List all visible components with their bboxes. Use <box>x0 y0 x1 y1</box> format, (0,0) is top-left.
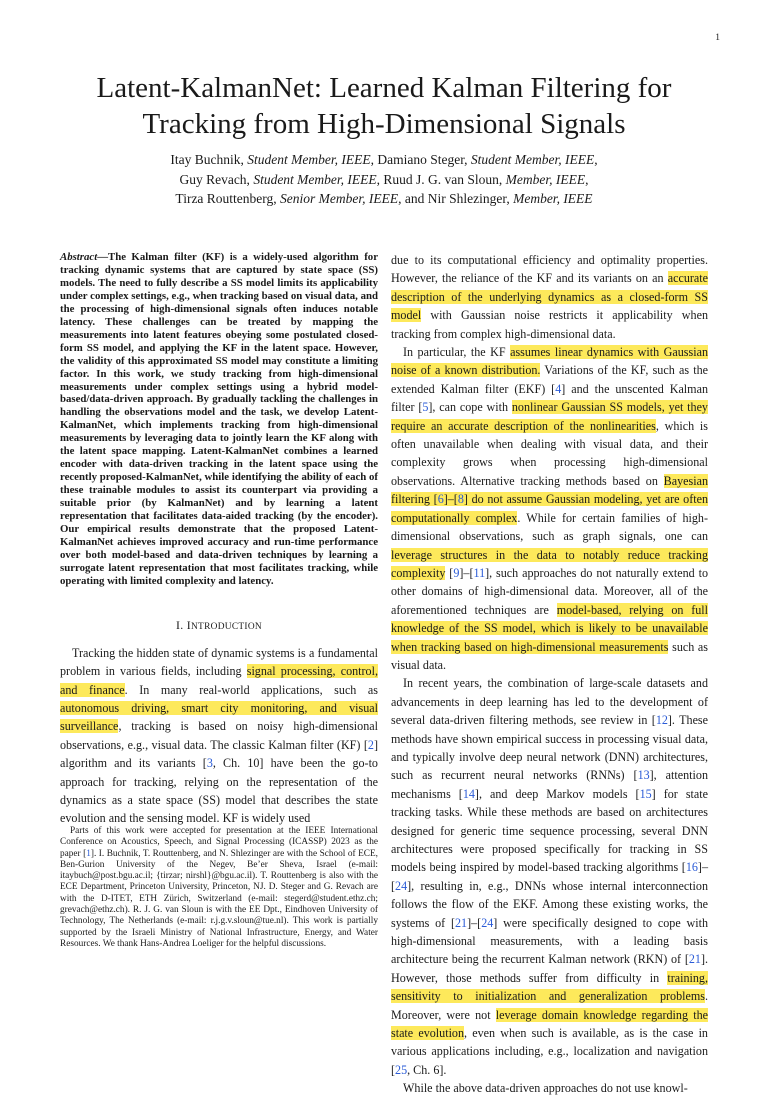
text-run: ], such approaches do not naturally extend to other domains of high-dimensional data. Moreover, all of the aforementioned techniques are <box>391 565 708 617</box>
text-run: . While for certain families of high-dimensional observations, such as graph signals, one can <box>391 510 708 544</box>
citation-link[interactable]: 8 <box>457 492 464 507</box>
text-run: ], can cope with <box>428 400 512 415</box>
text-run: with Gaussian noise restricts it applicability when tracking from complex high-dimensional data. <box>391 308 708 341</box>
text-run: In particular, the KF <box>403 345 511 360</box>
text-run: ]. These methods have shown empirical success in processing visual data, and typically involve deep neural network (DNN) architectures, such as recurrent neural networks (RNNs) [ <box>391 713 709 783</box>
text-run: due to its computational efficiency and optimality properties. However, the reliance of the KF and its variants on an <box>391 253 708 286</box>
text-run: ], resulting in, e.g., DNNs whose internal interconnection follows the flow of the EKF. Among these existing works, the systems of [ <box>391 878 708 930</box>
body-paragraph <box>391 251 708 343</box>
right-column <box>391 251 708 1098</box>
citation-link[interactable]: 3 <box>206 756 213 771</box>
body-paragraph <box>391 1079 708 1097</box>
highlighted-text: model-based, relying on full knowledge of the SS model, which is likely to be unavailable when tracking based on high-dimensional measurements <box>391 602 708 654</box>
text-run: , tracking is based on noisy high-dimensional observations, e.g., visual data. The classic Kalman filter (KF) [ <box>60 719 378 752</box>
citation-link[interactable]: 6 <box>437 492 444 507</box>
title-line: Latent-KalmanNet: Learned Kalman Filtering for <box>96 72 672 104</box>
highlighted-text: ] do not assume Gaussian modeling, yet are often computationally complex <box>391 492 709 525</box>
author-line: Guy Revach, Student Member, IEEE, Ruud J. G. van Sloun, Member, IEEE, <box>179 171 589 187</box>
text-run: , which is often unavailable when dealing with visual data, and their complexity grows when processing high-dimensional observations. Alternative tracking methods based on <box>391 418 708 488</box>
highlighted-text: leverage domain knowledge regarding the state evolution <box>391 1007 708 1041</box>
text-run: In recent years, the combination of large-scale datasets and advancements in deep learning has led to the development of several data-driven filtering methods, see review in [ <box>391 676 708 728</box>
citation-link[interactable]: 12 <box>655 713 668 728</box>
intro-paragraph <box>60 644 378 828</box>
text-run: ]. I. Buchnik, T. Routtenberg, and N. Shlezinger are with the School of ECE, Ben-Gurion University of the Negev, Be’er Sheva, Israel (e-mail: itaybuch@post.bgu.ac.il; {tirzar; nirshl}@bgu.ac.il). T. Routtenberg is also with the ECE Department, Princeton University, Princeton, NJ. D. Steger and G. Revach are with the D-ITET, ETH Zürich, Switzerland (e-mail: stegerd@student.ethz.ch; grevach@ethz.ch). R. J. G. van Sloun is with the EE Dpt., Eindhoven University of Technology, The Netherlands (e-mail: r.j.g.v.sloun@tue.nl). This work is partially supported by the Israeli Ministry of National Infrastructure, Energy, and Water Resources. We thank Hans-Andrea Loeliger for the helpful discussions. <box>60 848 378 949</box>
text-run: ]–[ <box>459 565 474 580</box>
body-paragraph <box>391 674 708 1079</box>
highlighted-text: assumes linear dynamics with Gaussian noise of a known distribution. <box>391 345 708 378</box>
citation-link[interactable]: 21 <box>454 915 468 930</box>
citation-link[interactable]: 4 <box>555 381 562 396</box>
text-run: ] and the unscented Kalman filter [ <box>391 381 708 415</box>
highlighted-text: nonlinear Gaussian SS models, yet they require an accurate description of the nonlinearities <box>391 400 708 433</box>
author-line: Tirza Routtenberg, Senior Member, IEEE, and Nir Shlezinger, Member, IEEE <box>175 191 593 206</box>
text-run: ], and deep Markov models [ <box>474 786 640 801</box>
text-run: , Ch. 10] have been the go-to approach for tracking, relying on the representation of the dynamics as a state space (SS) model that describes the state evolution and the sensing model. KF is widely used <box>60 756 378 826</box>
text-run: ]–[ <box>467 915 482 930</box>
citation-link[interactable]: 9 <box>453 565 460 580</box>
text-run: , Ch. 6]. <box>407 1062 447 1077</box>
text-run: ] algorithm and its variants [ <box>60 737 378 771</box>
citation-link[interactable]: 16 <box>685 860 698 875</box>
text-run: ] were specifically designed to cope with high-dimensional measurements, with a leading basis architecture being the recurrent Kalman network (RKN) of [ <box>391 915 708 967</box>
citation-link[interactable]: 25 <box>395 1062 408 1077</box>
citation-link[interactable]: 11 <box>473 565 486 580</box>
text-run: , even when such is available, as is the case in various applications including, e.g., localization and navigation [ <box>391 1026 708 1077</box>
author-line: Itay Buchnik, Student Member, IEEE, Damiano Steger, Student Member, IEEE, <box>170 152 598 167</box>
text-run: Tracking the hidden state of dynamic systems is a fundamental problem in various fields, including <box>60 645 378 679</box>
citation-link[interactable]: 24 <box>395 878 408 893</box>
citation-link[interactable]: 21 <box>688 952 701 967</box>
text-run: . Moreover, were not <box>391 989 708 1022</box>
highlighted-text: leverage structures in the data to notably reduce tracking complexity <box>391 547 708 580</box>
citation-link[interactable]: 5 <box>422 400 429 415</box>
citation-link[interactable]: 24 <box>481 915 494 930</box>
text-run: . In many real-world applications, such as <box>124 682 378 697</box>
section-heading-introduction: I. INTRODUCTION <box>176 617 262 632</box>
highlighted-text: ]–[ <box>443 492 458 507</box>
text-run: ]–[ <box>391 860 708 893</box>
body-paragraph <box>391 343 708 674</box>
citation-link[interactable]: 15 <box>639 786 652 801</box>
author-list <box>40 150 728 209</box>
highlighted-text: signal processing, control, and finance <box>60 664 378 697</box>
text-run: such as visual data. <box>391 639 709 672</box>
abstract-label: Abstract <box>60 251 98 263</box>
highlighted-text: training, sensitivity to initialization and generalization problems <box>391 970 708 1004</box>
citation-link[interactable]: 2 <box>367 737 374 752</box>
page-number: 1 <box>715 33 720 43</box>
citation-link[interactable]: 1 <box>86 848 91 859</box>
citation-link[interactable]: 13 <box>637 768 650 783</box>
text-run: ], attention mechanisms [ <box>391 768 708 801</box>
paper-title <box>40 70 728 142</box>
text-run: Variations of the KF, such as the extended Kalman filter (EKF) [ <box>391 363 708 396</box>
text-run: Parts of this work were accepted for presentation at the IEEE International Conference on Acoustics, Speech, and Signal Processing (ICASSP) 2023 as the paper [ <box>60 826 378 859</box>
abstract <box>60 251 378 588</box>
footnote <box>60 826 378 950</box>
text-run: ]. However, those methods suffer from difficulty in <box>391 952 708 985</box>
left-column <box>60 251 378 828</box>
abstract-text: —The Kalman filter (KF) is a widely-used algorithm for tracking dynamic systems that are captured by state space (SS) models. The need to fully describe a SS model limits its applicability under complex settings, e.g., when tracking based on visual data, and the processing of high-dimensional signals often induces notable latency. These challenges can be treated by mapping the measurements into latent features obeying some postulated closed-form SS model, and applying the KF in the latent space. However, the validity of this approximated SS model may constitute a limiting factor. In this work, we study tracking from high-dimensional measurements under complex settings using a hybrid model-based/data-driven approach. By gradually tackling the challenges in handling the observations model and the task, we develop Latent-KalmanNet, which implements tracking from high-dimensional measurements by leveraging data to jointly learn the KF along with the latent space mapping. Latent-KalmanNet combines a learned encoder with data-driven tracking in the latent space using the recently proposed-KalmanNet, while identifying the ability of each of these trainable modules to assist its counterpart via providing a suitable prior (by KalmanNet) and by learning a latent representation that facilitates data-aided tracking (by the encoder). Our empirical results demonstrate that the proposed Latent-KalmanNet achieves improved accuracy and run-time performance over both model-based and data-driven techniques by learning a surrogate latent representation that most facilitates tracking, while operating with limited complexity and latency. <box>60 251 378 587</box>
highlighted-text: autonomous driving, smart city monitoring, and visual surveillance <box>60 701 378 734</box>
text-run: [ <box>445 565 454 580</box>
highlighted-text: accurate description of the underlying dynamics as a closed-form SS model <box>391 271 708 323</box>
text-run: While the above data-driven approaches do not use knowl- <box>403 1081 688 1096</box>
text-run: ] for state tracking tasks. While these methods are based on architectures designed for generic time sequence processing, several DNN architectures were proposed specifically for tracking in SS models being inspired by model-based tracking algorithms [ <box>391 786 708 875</box>
highlighted-text: Bayesian filtering [ <box>391 473 708 507</box>
title-line: Tracking from High-Dimensional Signals <box>142 108 626 140</box>
citation-link[interactable]: 14 <box>462 786 475 801</box>
